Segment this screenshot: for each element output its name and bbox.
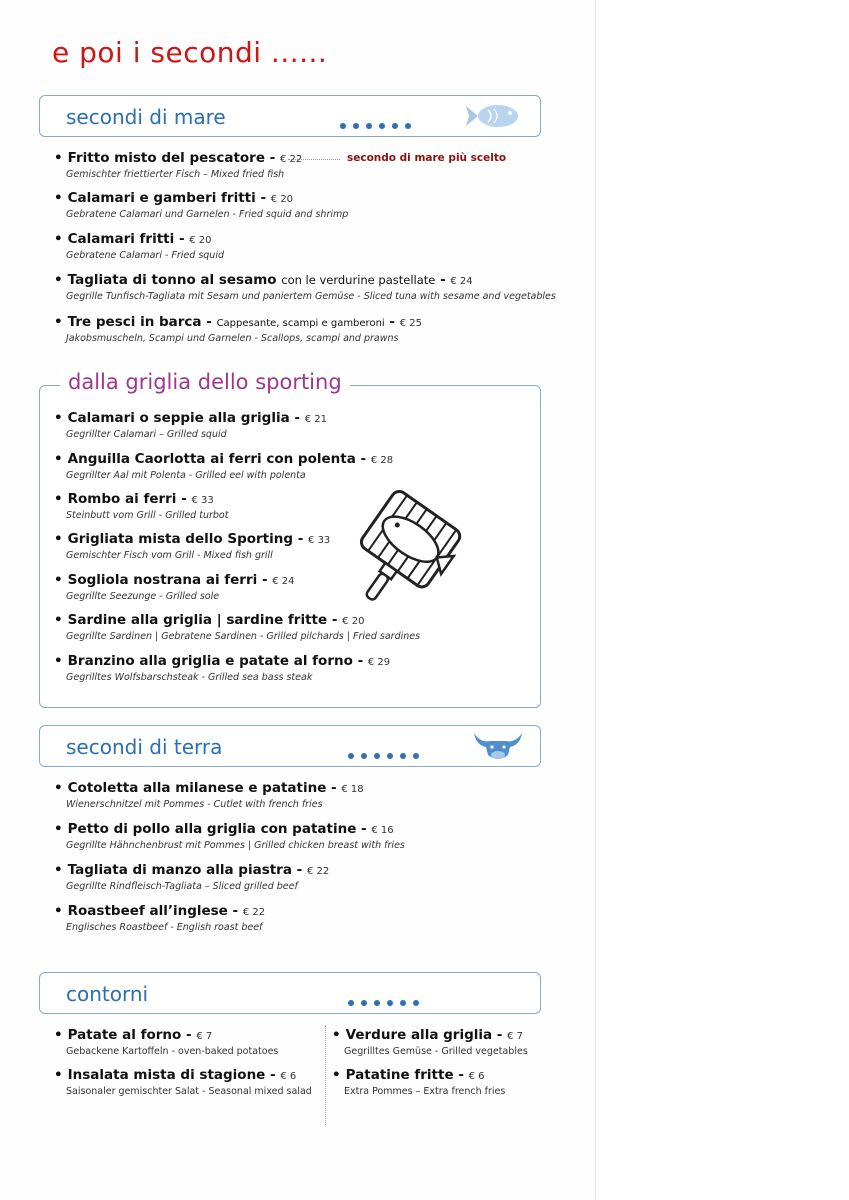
menu-item: • Calamari e gamberi fritti - € 20 Gebratene Calamari und Garnelen - Fried squid and shrimp: [54, 190, 349, 220]
column-divider: [325, 1025, 326, 1125]
menu-item: • Verdure alla griglia - € 7 Gegrilltes Gemüse - Grilled vegetables: [332, 1027, 528, 1057]
section-title-terra: secondi di terra: [66, 735, 223, 759]
menu-item: • Insalata mista di stagione - € 6 Saisonaler gemischter Salat - Seasonal mixed salad: [54, 1067, 312, 1097]
menu-item: • Tagliata di manzo alla piastra - € 22 Gegrillte Rindfleisch-Tagliata – Sliced grilled beef: [54, 862, 330, 892]
menu-item: • Sardine alla griglia | sardine fritte - € 20 Gegrillte Sardinen | Gebratene Sardinen - Grilled pilchards | Fried sardines: [54, 612, 421, 642]
menu-item: • Petto di pollo alla griglia con patatine - € 16 Gegrillte Hähnchenbrust mit Pommes | Grilled chicken breast with fries: [54, 821, 405, 851]
dots-decoration: [348, 991, 426, 997]
section-header-mare: [39, 95, 541, 137]
fish-icon: [464, 100, 524, 132]
section-header-terra: [39, 725, 541, 767]
dots-decoration: [340, 114, 418, 120]
menu-item: • Anguilla Caorlotta ai ferri con polenta - € 28 Gegrillter Aal mit Polenta - Grilled eel with polenta: [54, 451, 394, 481]
section-header-contorni: [39, 972, 541, 1014]
section-title-griglia: dalla griglia dello sporting: [60, 370, 350, 394]
menu-item: • Tagliata di tonno al sesamo con le verdurine pastellate - € 24 Gegrille Tunfisch-Tagliata mit Sesam und paniertem Gemüse - Sliced tuna with sesame and vegetables: [54, 272, 556, 302]
menu-item: • Rombo ai ferri - € 33 Steinbutt vom Grill - Grilled turbot: [54, 491, 229, 521]
menu-item: • Calamari fritti - € 20 Gebratene Calamari - Fried squid: [54, 231, 224, 261]
section-title-mare: secondi di mare: [66, 105, 226, 129]
menu-item: • Branzino alla griglia e patate al forno - € 29 Gegrilltes Wolfsbarschsteak - Grilled sea bass steak: [54, 653, 391, 683]
chef-note: secondo di mare più scelto: [347, 152, 507, 164]
menu-item: • Patatine fritte - € 6 Extra Pommes – Extra french fries: [332, 1067, 506, 1097]
menu-item: • Calamari o seppie alla griglia - € 21 Gegrillter Calamari – Grilled squid: [54, 410, 327, 440]
menu-item: • Grigliata mista dello Sporting - € 33 Gemischter Fisch vom Grill - Mixed fish grill: [54, 531, 331, 561]
section-title-contorni: contorni: [66, 982, 149, 1006]
bull-icon: [470, 729, 526, 763]
menu-item: • Cotoletta alla milanese e patatine - € 18 Wienerschnitzel mit Pommes - Cutlet with french fries: [54, 780, 364, 810]
page-title: e poi i secondi ......: [52, 36, 328, 69]
menu-item: • Fritto misto del pescatore - € 22 Gemischter friettierter Fisch – Mixed fried fish: [54, 150, 303, 180]
menu-item: • Roastbeef all’inglese - € 22 Englisches Roastbeef - English roast beef: [54, 903, 266, 933]
dots-decoration: [348, 744, 426, 750]
menu-item: • Sogliola nostrana ai ferri - € 24 Gegrillte Seezunge - Grilled sole: [54, 572, 295, 602]
menu-item: • Tre pesci in barca - Cappesante, scampi e gamberoni - € 25 Jakobsmuscheln, Scampi und Garnelen - Scallops, scampi and prawns: [54, 314, 422, 344]
menu-item: • Patate al forno - € 7 Gebackene Kartoffeln - oven-baked potatoes: [54, 1027, 279, 1057]
